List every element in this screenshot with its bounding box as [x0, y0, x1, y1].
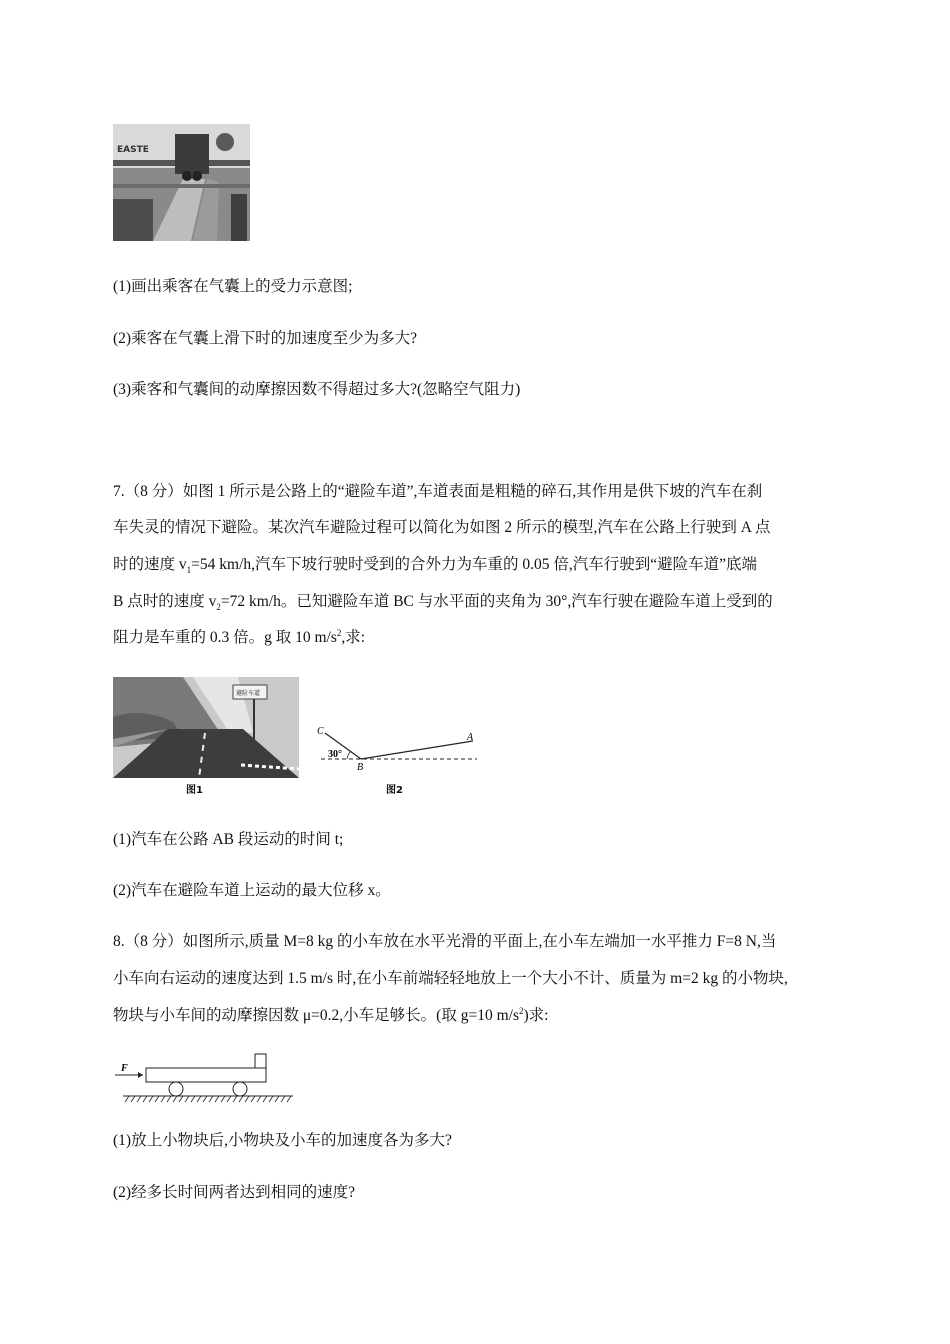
- q8-line3: 物块与小车间的动摩擦因数 μ=0.2,小车足够长。(取 g=10 $m/s^2$)求:: [113, 1005, 549, 1024]
- escape-lane-photo: [113, 677, 299, 778]
- svg-text:避险车道: 避险车道: [236, 690, 261, 697]
- q6-sub1: (1)画出乘客在气囊上的受力示意图;: [113, 278, 353, 295]
- svg-text:F: F: [121, 1063, 128, 1074]
- q7-line3: 时的速度 $v_1=54$ km/h,汽车下坡行驶时受到的合外力为车重的 0.05 倍,汽车行驶到“避险车道”底端: [113, 556, 758, 576]
- q6-sub2: (2)乘客在气囊上滑下时的加速度至少为多大?: [113, 330, 417, 347]
- svg-text:30°: 30°: [328, 749, 342, 760]
- q7-sub1: (1)汽车在公路 AB 段运动的时间 t;: [113, 831, 344, 848]
- slide-photo: [113, 124, 250, 241]
- svg-text:C: C: [317, 726, 324, 737]
- q8-sub1: (1)放上小物块后,小物块及小车的加速度各为多大?: [113, 1132, 452, 1149]
- q8-line1: 8.（8 分）如图所示,质量 M=8 kg 的小车放在水平光滑的平面上,在小车左端加一水平推力 F=8 N,当: [113, 933, 777, 950]
- q7-line4: B 点时的速度 $v_2=72$ km/h。已知避险车道 BC 与水平面的夹角为 30°,汽车行驶在避险车道上受到的: [113, 593, 773, 613]
- svg-text:B: B: [357, 762, 364, 772]
- fig2-caption: 图2: [386, 785, 403, 796]
- q7-line2: 车失灵的情况下避险。某次汽车避险过程可以简化为如图 2 所示的模型,汽车在公路上行驶到 A 点: [113, 519, 771, 536]
- q8-sub2: (2)经多长时间两者达到相同的速度?: [113, 1184, 355, 1201]
- q7-line1: 7.（8 分）如图 1 所示是公路上的“避险车道”,车道表面是粗糙的碎石,其作用是供下坡的汽车在刹: [113, 483, 763, 500]
- fig1-caption: 图1: [186, 785, 203, 796]
- svg-text:EASTE: EASTE: [117, 145, 149, 155]
- cart-diagram: [113, 1050, 298, 1106]
- q7-sub2: (2)汽车在避险车道上运动的最大位移 x。: [113, 882, 391, 899]
- slope-diagram: [313, 722, 483, 772]
- q6-sub3: (3)乘客和气囊间的动摩擦因数不得超过多大?(忽略空气阻力): [113, 381, 521, 398]
- q8-line2: 小车向右运动的速度达到 1.5 m/s 时,在小车前端轻轻地放上一个大小不计、质量为 m=2 kg 的小物块,: [113, 970, 788, 987]
- q7-line5: 阻力是车重的 0.3 倍。g 取 10 $m/s^2$,求:: [113, 627, 366, 646]
- svg-text:A: A: [467, 732, 474, 743]
